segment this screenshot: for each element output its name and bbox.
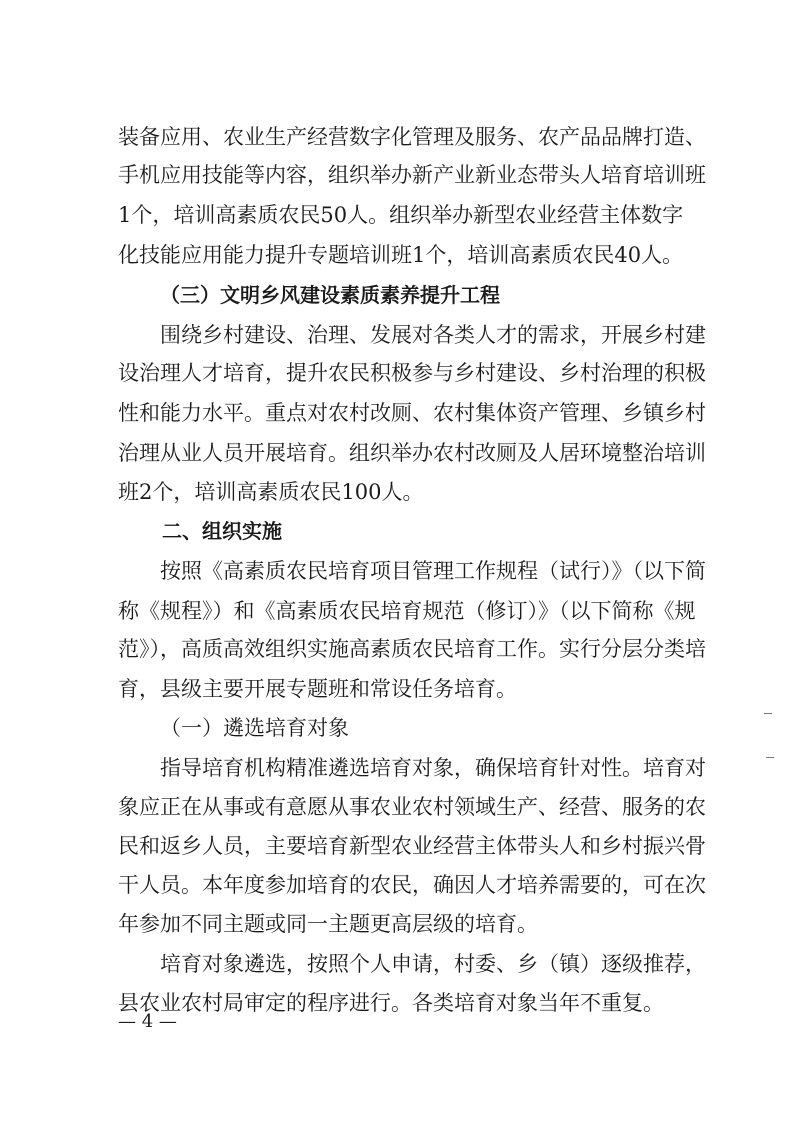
text-line: 民和返乡人员，主要培育新型农业经营主体带头人和乡村振兴骨 [118, 834, 706, 858]
section-heading: （三）文明乡风建设素质素养提升工程 [160, 283, 500, 307]
text-line: 县农业农村局审定的程序进行。各类培育对象当年不重复。 [118, 991, 664, 1015]
text-line: 范》），高质高效组织实施高素质农民培育工作。实行分层分类培 [118, 637, 706, 661]
text-line: 指导培育机构精准遴选培育对象，确保培育针对性。培育对 [160, 756, 706, 780]
page-number: — 4 — [118, 1011, 177, 1032]
text-line: 装备应用、农业生产经营数字化管理及服务、农产品品牌打造、 [118, 125, 706, 149]
section-heading: （一）遴选培育对象 [160, 716, 349, 740]
margin-mark [766, 757, 774, 758]
text-line: 育，县级主要开展专题班和常设任务培育。 [118, 677, 517, 701]
text-line: 设治理人才培育，提升农民积极参与乡村建设、乡村治理的积极 [118, 361, 706, 385]
text-line: 象应正在从事或有意愿从事农业农村领域生产、经营、服务的农 [118, 795, 706, 819]
text-line: 围绕乡村建设、治理、发展对各类人才的需求，开展乡村建 [160, 323, 706, 347]
text-line: 1个，培训高素质农民50人。组织举办新型农业经营主体数字 [118, 203, 684, 227]
text-line: 性和能力水平。重点对农村改厕、农村集体资产管理、乡镇乡村 [118, 401, 706, 425]
text-line: 化技能应用能力提升专题培训班1个，培训高素质农民40人。 [118, 243, 684, 267]
chapter-heading: 二、组织实施 [162, 519, 282, 543]
text-line: 培育对象遴选，按照个人申请，村委、乡（镇）逐级推荐， [160, 952, 706, 976]
margin-mark [764, 713, 772, 714]
text-line: 手机应用技能等内容，组织举办新产业新业态带头人培育培训班 [118, 163, 706, 187]
text-line: 称《规程》）和《高素质农民培育规范（修订）》（以下简称《规 [118, 599, 696, 623]
text-line: 班2个，培训高素质农民100人。 [118, 480, 424, 504]
text-line: 按照《高素质农民培育项目管理工作规程（试行）》（以下简 [160, 559, 706, 583]
text-line: 年参加不同主题或同一主题更高层级的培育。 [118, 912, 538, 936]
text-line: 干人员。本年度参加培育的农民，确因人才培养需要的，可在次 [118, 873, 706, 897]
text-line: 治理从业人员开展培育。组织举办农村改厕及人居环境整治培训 [118, 441, 706, 465]
